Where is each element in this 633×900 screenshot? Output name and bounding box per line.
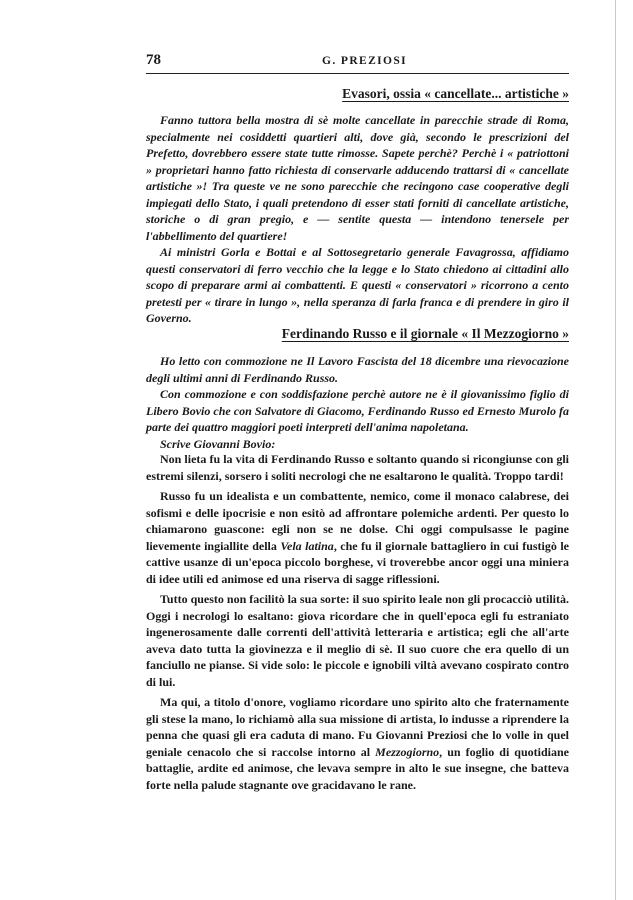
section-russo-intro [146, 353, 569, 452]
running-head: G. PREZIOSI [322, 55, 408, 67]
paragraph: Fanno tuttora bella mostra di sè molte cancellate in parecchie strade di Roma, specialmente nei cosiddetti quartieri alti, dove già, secondo le prescrizioni del Prefetto, dovrebbero essere state tutte rimosse. Sapete perchè? Perchè i « patriottoni » proprietari hanno fatto richiesta di conservarle adducendo trattarsi di « cancellate artistiche »! Tra queste ve ne sono parecchie che recingono case cooperative degli impiegati dello Stato, i quali pretendono di esser stati forniti di cancellate artistiche, storiche o di gran pregio, e — sentite questa — intendono tenersele per l'abbellimento del quartiere! [146, 113, 569, 243]
scan-edge-line [615, 0, 616, 900]
paragraph [146, 488, 569, 587]
section-evasori-body [146, 112, 569, 327]
text-run: , che fu il giornale battagliero in cui fustigò le cattive usanze di un'epoca piccolo borghese, vi troverebbe ancor oggi una miniera di idee utili ed animose ed una riserva di sagge riflessioni. [146, 538, 569, 586]
paragraph [146, 694, 569, 793]
paragraph: Ai ministri Gorla e Bottai e al Sottosegretario generale Favagrossa, affidiamo questi conservatori di ferro vecchio che la legge e lo Stato chiedono ai cittadini allo scopo di preparare armi ai combattenti. E questi « conservatori » ricorrono a cento pretesti per « tirare in lungo », nella speranza di farla franca e di prendere in giro il Governo. [146, 245, 569, 325]
text-run: , un foglio di quotidiane battaglie, ardite ed animose, che levava sempre in alto le sue insegne, che batteva forte nella palude stagnante ove gracidavano le rane. [146, 744, 569, 792]
header-rule [146, 73, 569, 74]
page-number: 78 [146, 52, 161, 68]
paragraph: Tutto questo non facilitò la sua sorte: il suo spirito leale non gli procacciò utilità. Oggi i necrologi lo esaltano: giova ricordare che in quell'epoca egli fu estraniato ingenerosamente dalle correnti dell'attività letteraria e artistica; egli che all'arte aveva dato tutta la giovinezza e il meglio di sè. Il suo cuore che era quello di un fanciullo ne pianse. Si vide solo: le piccole e ignobili viltà avevano cospirato contro di lui. [146, 592, 570, 689]
section-russo-quote [146, 451, 569, 793]
section-title-russo: Ferdinando Russo e il giornale « Il Mezzogiorno » [281, 326, 569, 341]
paragraph: Non lieta fu la vita di Ferdinando Russo e soltanto quando si ricongiunse con gli estremi silenzi, sorsero i soliti necrologi che ne esaltarono le qualità. Troppo tardi! [146, 452, 569, 483]
newspaper-title: Mezzogiorno [375, 744, 440, 759]
newspaper-title: Il Lavoro Fascista [306, 354, 399, 368]
text-run: del 18 dicembre una rievocazione degli ultimi anni di Ferdinando Russo. [146, 354, 570, 385]
text-run: Russo fu un idealista e un combattente, nemico, come il monaco calabrese, dei sofismi e delle ipocrisie e non esitò ad affrontare polemiche ardenti. Per questo lo chiamarono guascone: egli non se ne dolse. Chi oggi compulsasse le pagine lievemente ingiallite della [146, 489, 569, 553]
newspaper-title: Vela latina [280, 538, 334, 553]
page-header [146, 52, 569, 72]
section-title-evasori: Evasori, ossia « cancellate... artistiche » [342, 86, 569, 101]
paragraph: Con commozione e con soddisfazione perchè autore ne è il giovanissimo figlio di Libero Bovio che con Salvatore di Giacomo, Ferdinando Russo ed Ernesto Murolo fa parte dei quattro maggiori poeti interpreti dell'anima napoletana. [146, 387, 569, 434]
paragraph [146, 353, 569, 386]
text-run: Ma qui, a titolo d'onore, vogliamo ricordare uno spirito alto che fraternamente gli stese la mano, lo richiamò alla sua missione di artista, lo indusse a riprendere la penna che quasi gli era caduta di mano. Fu Giovanni Preziosi che lo volle in quel geniale cenacolo che si raccolse intorno al [146, 695, 569, 759]
paragraph: Scrive Giovanni Bovio: [160, 436, 276, 451]
text-run: Ho letto con commozione ne [160, 354, 307, 368]
